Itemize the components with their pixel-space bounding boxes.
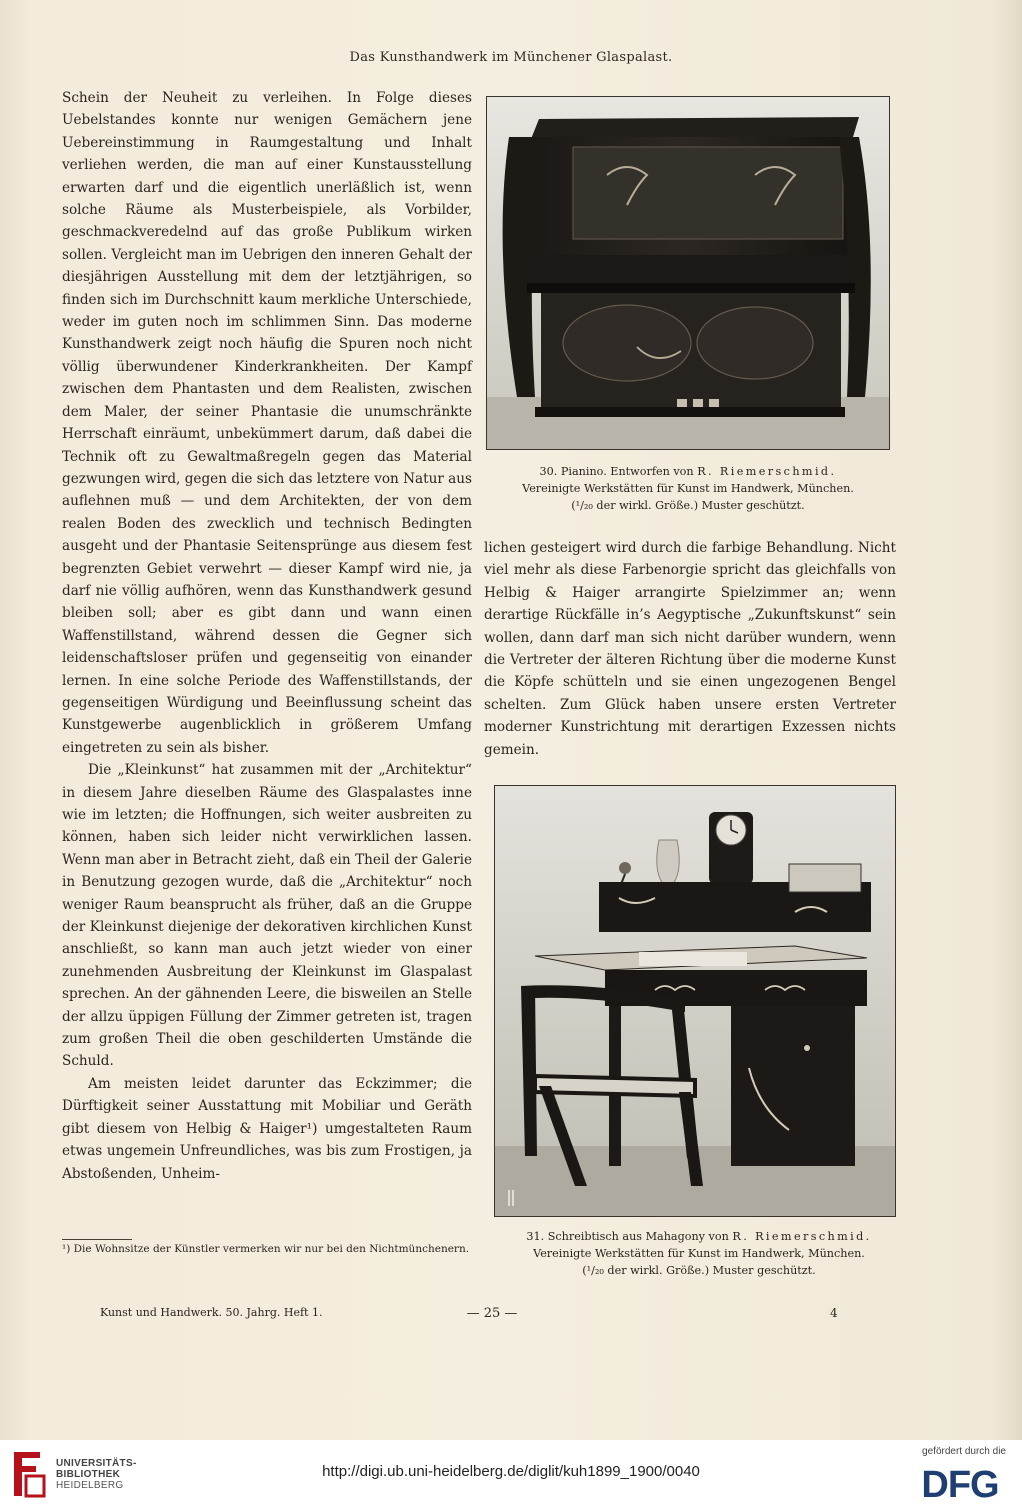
- right-text-column: [484, 537, 896, 761]
- caption-line: Vereinigte Werkstätten für Kunst im Handwerk, München.: [522, 482, 854, 495]
- piano-illustration: [487, 97, 889, 449]
- left-text-column: [62, 87, 472, 1185]
- caption-line: (¹/₂₀ der wirkl. Größe.) Muster geschützt.: [571, 499, 805, 512]
- page-number: — 25 —: [466, 1306, 518, 1321]
- footnote: ¹) Die Wohnsitze der Künstler vermerken wir nur bei den Nichtmünchenern.: [62, 1243, 470, 1255]
- designer-name: R. Riemerschmid.: [697, 465, 837, 478]
- library-line: HEIDELBERG: [56, 1480, 124, 1491]
- caption-text: 30. Pianino. Entworfen von: [539, 465, 698, 478]
- running-head: Das Kunsthandwerk im Münchener Glaspalast.: [349, 50, 673, 65]
- dfg-logo-icon[interactable]: [914, 1463, 1006, 1501]
- footnote-rule: [62, 1239, 132, 1240]
- caption-piano: [486, 463, 890, 514]
- caption-line: (¹/₂₀ der wirkl. Größe.) Muster geschützt.: [582, 1264, 816, 1277]
- funding-label: gefördert durch die: [922, 1446, 1006, 1457]
- paragraph: Die „Kleinkunst“ hat zusammen mit der „Architektur“ in diesem Jahre dieselben Räume des Glaspalastes inne wie im letzten; die Hoffnungen, sich weiter ausbreiten zu können, haben sich leider nicht verwirklichen lassen. Wenn man aber in Betracht zieht, daß ein Theil der Galerie in Benutzung gezogen wurde, daß die „Architektur“ noch weniger Raum beansprucht als früher, daß an die Gruppe der Kleinkunst diejenige der dekorativen kirchlichen Kunst anschließt, so kann man auch jetzt wieder von einer zunehmenden Ausbreitung der Kleinkunst im Glaspalast sprechen. An der gähnenden Leere, die bisweilen an Stelle der allzu üppigen Füllung der Zimmer getreten ist, tragen zum großen Theil die oben geschilderten Umstände die Schuld.: [62, 762, 472, 1070]
- library-line: BIBLIOTHEK: [56, 1469, 121, 1480]
- paragraph: Am meisten leidet darunter das Eckzimmer; die Dürftigkeit seiner Ausstattung mit Mobiliar und Geräth gibt diesem von Helbig & Haiger¹) umgestalteten Raum etwas ungemein Unfreundliches, was bis zum Frostigen, ja Abstoßenden, Unheim-: [62, 1075, 472, 1182]
- designer-name: R. Riemerschmid.: [732, 1230, 872, 1243]
- permalink-url[interactable]: http://digi.ub.uni-heidelberg.de/diglit/kuh1899_1900/0040: [322, 1463, 700, 1480]
- caption-line: Vereinigte Werkstätten für Kunst im Handwerk, München.: [533, 1247, 865, 1260]
- figure-piano-photo: [486, 96, 890, 450]
- signature-mark: 4: [830, 1306, 838, 1320]
- caption-desk: [494, 1228, 904, 1279]
- caption-line: [494, 1228, 904, 1245]
- paragraph: lichen gesteigert wird durch die farbige Behandlung. Nicht viel mehr als diese Farbenorgie spricht das gleichfalls von Helbig & Haiger arrangirte Spielzimmer an; wenn derartige Rückfälle in’s Aegyptische „Zukunftskunst“ sein wollen, dann darf man sich nicht darüber wundern, wenn die Vertreter der älteren Richtung über die moderne Kunst die Köpfe schütteln und sie einen ungezogenen Bengel schelten. Zum Glück haben unsere ersten Vertreter moderner Kunstrichtung mit derartigen Exzessen nichts gemein.: [484, 540, 896, 758]
- paragraph: Schein der Neuheit zu verleihen. In Folge dieses Uebelstandes konnte nur wenigen Gemächern jene Uebereinstimmung in Raumgestaltung und Inhalt verliehen werden, die man auf einer Kunstausstellung erwarten darf und die eigentlich unerläßlich ist, wenn solche Räume als Musterbeispiele, als Vorbilder, geschmackveredelnd auf das große Publikum wirken sollen. Vergleicht man im Uebrigen den inneren Gehalt der diesjährigen Ausstellung mit dem der letztjährigen, so finden sich im Durchschnitt kaum merkliche Unterschiede, weder im guten noch im schlimmen Sinn. Das moderne Kunsthandwerk zeigt noch häufig die Spuren noch nicht völlig überwundener Kinderkrankheiten. Der Kampf zwischen dem Phantasten und dem Realisten, zwischen dem Maler, der seiner Phantasie die unumschränkte Herrschaft einräumt, unbekümmert darum, daß dabei die Technik oft zu Gewaltmaßregeln gegen das Material gezwungen wird, gegen die sich das letztere von Natur aus auflehnen muß — und dem Architekten, der von dem realen Boden des zwecklich und technisch Bedingten ausgeht und der Phantasie Seitensprünge aus diesem fest begrenzten Gebiet verwehrt — dieser Kampf wird nie, ja darf nie völlig aufhören, wenn das Kunsthandwerk gesund bleiben soll; aber es gibt dann und wann einen Waffenstillstand, während dessen die Gegner sich leidenschaftsloser prüfen und gegenseitig von einander lernen. In eine solche Periode des Waffenstillstands, der gegenseitigen Würdigung und Beeinflussung scheint das Kunstgewerbe augenblicklich in größerem Umfang eingetreten zu sein als bisher.: [62, 90, 473, 756]
- viewer-footer: [0, 1440, 1022, 1509]
- caption-line: [486, 463, 890, 480]
- journal-reference: Kunst und Handwerk. 50. Jahrg. Heft 1.: [100, 1306, 323, 1319]
- dfg-logo-text: DFG: [921, 1464, 999, 1501]
- desk-illustration: [495, 786, 895, 1216]
- caption-text: 31. Schreibtisch aus Mahagony von: [526, 1230, 733, 1243]
- figure-desk-photo: [494, 785, 896, 1217]
- library-line: UNIVERSITÄTS-: [56, 1458, 137, 1469]
